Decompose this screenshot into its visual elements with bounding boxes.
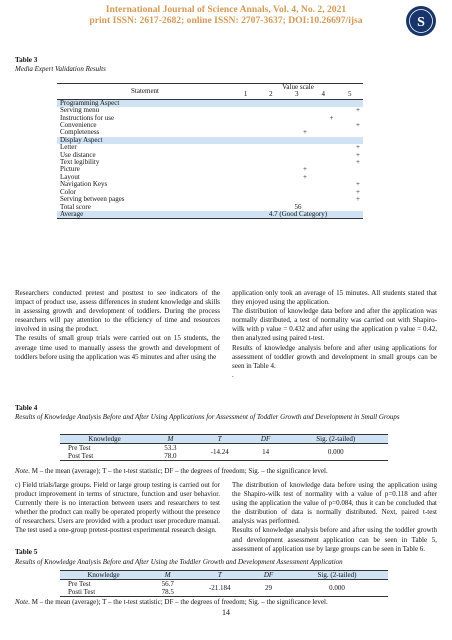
table3-row: [57, 122, 363, 129]
table3-caption: Media Expert Validation Results: [15, 65, 106, 73]
rating-cell: [233, 166, 258, 173]
rating-cell: [258, 129, 283, 136]
df-value: 14: [248, 444, 284, 461]
scale-header-5: 5: [336, 91, 363, 99]
paragraph-left-2: [15, 481, 220, 536]
rating-cell: [310, 152, 336, 159]
table4-row: [60, 444, 388, 453]
rating-cell: [258, 144, 283, 151]
df-value: 29: [251, 580, 286, 597]
column-header: DF: [248, 435, 284, 444]
journal-title-line: International Journal of Science Annals, Vol. 4, No. 2, 2021: [105, 4, 347, 15]
note-prefix: Note.: [15, 467, 30, 475]
t-value: -14.24: [192, 444, 248, 461]
statement-header: Statement: [57, 84, 233, 100]
column-header: T: [192, 435, 248, 444]
rating-mark: +: [356, 158, 360, 167]
rating-mark: +: [303, 165, 307, 174]
statement-label: Picture: [60, 165, 80, 174]
table5-note: [15, 598, 445, 606]
rating-cell: [310, 174, 336, 181]
statement-label: Navigation Keys: [60, 180, 108, 189]
statement-label: Serving between pages: [60, 195, 125, 204]
paragraph-left-1: [15, 289, 220, 362]
rating-cell: [233, 152, 258, 159]
journal-logo: [406, 6, 436, 36]
statement-label: Serving menu: [60, 106, 100, 115]
rating-cell: [233, 189, 258, 196]
table5-header-row: [60, 571, 388, 580]
paragraph-text: c) Field trials/large groups. Field or large group testing is carried out for product improvement in terms of structure, function and user behavior. Currently there is no interaction between users and researchers to test whether the product can really be operated properly without the presence of researchers. Users are provided with a product user procedure manual. The test used a one-group pretest-posttest experimental research design.: [15, 481, 220, 535]
statement-label: Instructions for use: [60, 113, 115, 122]
value-scale-header: Value scale: [233, 84, 363, 92]
rating-cell: [258, 181, 283, 188]
rating-cell: [258, 174, 283, 181]
table3-section-row: [57, 99, 363, 107]
column-header: Sig. (2-tailed): [283, 435, 388, 444]
rating-cell: [310, 181, 336, 188]
average-label: Average: [57, 211, 233, 219]
table3: [57, 83, 363, 219]
table3-row: [57, 144, 363, 151]
scale-header-1: 1: [233, 91, 258, 99]
rating-cell: [284, 189, 310, 196]
mean-value: 78.0: [149, 452, 191, 461]
rating-cell: [258, 122, 283, 129]
scale-header-3: 3: [284, 91, 310, 99]
sig-value: 0.000: [283, 444, 388, 461]
rating-cell: [258, 115, 283, 122]
statement-label: Use distance: [60, 150, 96, 159]
rating-cell: [310, 144, 336, 151]
paragraph-text: Researchers conducted pretest and posttest to see indicators of the impact of product use, assess differences in student knowledge and skills in assessing growth and development of toddlers. During the process researchers will pay attention to the efficiency of time and resources involved in using the product. The results of small group trials were carried out on 15 students, the average time used to manually assess the growth and development of toddlers before using the application was 45 minutes and after using the: [15, 289, 220, 361]
journal-header: [0, 4, 452, 26]
rating-cell: [233, 181, 258, 188]
paragraph-right-2: [232, 481, 437, 554]
rating-cell: [258, 196, 283, 203]
rating-mark: +: [356, 106, 360, 115]
journal-issn-line: print ISSN: 2617-2682; online ISSN: 2707-3637; DOI:10.26697/ijsa: [89, 15, 363, 26]
note-text: M – the mean (average); T – the t-test statistic; DF – the degrees of freedom; Sig. – the significance level.: [29, 598, 328, 606]
rating-cell: [233, 174, 258, 181]
table3-section-row: [57, 137, 363, 144]
rating-cell: [258, 189, 283, 196]
statement-label: Layout: [60, 172, 80, 181]
total-value: 56: [294, 202, 302, 211]
table3-row: [57, 166, 363, 173]
rating-cell: [233, 129, 258, 136]
rating-mark: +: [356, 121, 360, 130]
rating-mark: +: [356, 187, 360, 196]
rating-cell: [258, 152, 283, 159]
rating-cell: [233, 144, 258, 151]
rating-cell: [258, 107, 283, 114]
table3-header-row: [57, 84, 363, 92]
table4-caption: Results of Knowledge Analysis Before and After Using Applications for Assessment of Toddler Growth and Development in Small Groups: [15, 413, 400, 421]
table3-row: [57, 152, 363, 159]
column-header: T: [188, 571, 251, 580]
rating-cell: [233, 115, 258, 122]
rating-cell: [258, 159, 283, 166]
column-header: M: [149, 435, 191, 444]
row-name: Posti Test: [60, 588, 147, 597]
rating-mark: +: [329, 113, 334, 122]
rating-cell: [310, 122, 336, 129]
svg-text:S: S: [417, 15, 425, 30]
statement-label: Text legibility: [60, 158, 100, 167]
paragraph-text: application only took an average of 15 minutes. All students stated that they enjoyed using the application. The distribution of knowledge data before and after the application was normally distributed, a test of normality was carried out with Shapiro-wilk with p value = 0.432 and after using the application p value = 0.42, then analyzed using paired t-test. Results of knowledge analysis before and after using applications for assessment of toddler growth and development in small groups can be seen in Table 4. .: [232, 289, 437, 379]
rating-cell: [233, 107, 258, 114]
table3-row: [57, 115, 363, 122]
table3-label: Table 3: [15, 56, 38, 64]
table5-caption: Results of Knowledge Analysis Before and After Using the Toddler Growth and Development Assessment Application: [15, 558, 343, 566]
table3-row: [57, 159, 363, 166]
table5-label: Table 5: [15, 548, 38, 556]
rating-cell: [284, 181, 310, 188]
paragraph-right-1: [232, 289, 437, 380]
table4: [60, 434, 388, 461]
rating-cell: [310, 196, 336, 203]
scale-header-2: 2: [258, 91, 283, 99]
scale-header-4: 4: [310, 91, 336, 99]
rating-mark: +: [356, 143, 360, 152]
rating-cell: [233, 159, 258, 166]
table3-row: [57, 181, 363, 188]
rating-cell: [310, 129, 336, 136]
statement-label: Color: [60, 187, 76, 196]
rating-cell: [284, 144, 310, 151]
statement-label: Completeness: [60, 128, 100, 137]
average-value: 4.7 (Good Category): [233, 211, 363, 219]
total-label: Total score: [60, 202, 91, 211]
row-name: Post Test: [60, 452, 149, 461]
rating-cell: [336, 129, 363, 136]
rating-mark: +: [356, 150, 360, 159]
row-name: Pre Test: [68, 580, 91, 588]
rating-mark: +: [356, 180, 360, 189]
row-name: Pre Test: [68, 444, 91, 452]
sig-value: 0.000: [286, 580, 388, 597]
column-header: Knowledge: [60, 571, 147, 580]
table4-note: [15, 467, 445, 475]
rating-cell: [336, 166, 363, 173]
table5-row: [60, 580, 388, 589]
table3-average-row: [57, 211, 363, 219]
note-text: M – the mean (average); T – the t-test statistic; DF – the degrees of freedom; Sig. – the significance level.: [29, 467, 328, 475]
mean-value: 53.3: [164, 444, 177, 452]
rating-mark: +: [303, 128, 307, 137]
rating-cell: [310, 166, 336, 173]
rating-cell: [310, 189, 336, 196]
rating-cell: [233, 196, 258, 203]
rating-cell: [310, 159, 336, 166]
rating-cell: [258, 166, 283, 173]
mean-value: 78.5: [147, 588, 188, 597]
section-label: Programming Aspect: [60, 98, 120, 107]
rating-mark: +: [356, 195, 360, 204]
column-header: M: [147, 571, 188, 580]
statement-label: Convenience: [60, 121, 97, 130]
column-header: DF: [251, 571, 286, 580]
rating-mark: +: [303, 172, 307, 181]
rating-cell: [233, 122, 258, 129]
column-header: Sig. (2-tailed): [286, 571, 388, 580]
table3-row: [57, 196, 363, 203]
rating-cell: [284, 107, 310, 114]
t-value: -21.184: [188, 580, 251, 597]
table4-header-row: [60, 435, 388, 444]
note-prefix: Note.: [15, 598, 30, 606]
statement-label: Letter: [60, 143, 77, 152]
column-header: Knowledge: [60, 435, 149, 444]
table4-label: Table 4: [15, 404, 38, 412]
paragraph-text: The distribution of knowledge data before using the application using the Shapiro-wilk test of normality with a value of p=0.118 and after using the application the value of p=0.084, thus it can be concluded that the distribution of data is normally distributed. Next, paired t-test analysis was performed. Results of knowledge analysis before and after using the toddler growth and development assessment application can be seen in Table 5, assessment of application use by large groups can be seen in Table 6.: [232, 481, 437, 553]
rating-cell: [284, 152, 310, 159]
page-number: 14: [222, 608, 230, 617]
mean-value: 56.7: [161, 580, 174, 588]
table5: [60, 570, 388, 597]
section-label: Display Aspect: [60, 135, 103, 144]
rating-cell: [284, 115, 310, 122]
